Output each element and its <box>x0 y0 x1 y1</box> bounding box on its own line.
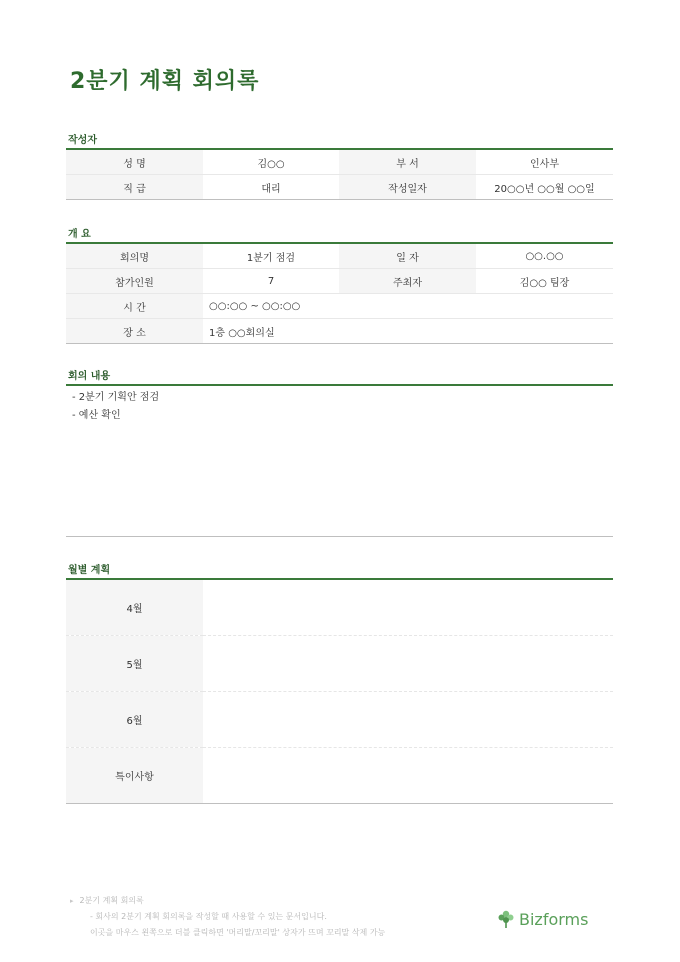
table-row <box>66 175 613 200</box>
brand-name: Bizforms <box>519 909 589 929</box>
place-value[interactable]: 1층 ○○회의실 <box>203 319 613 344</box>
month-label-may: 5월 <box>66 636 203 692</box>
meeting-content-box[interactable] <box>66 384 613 537</box>
time-label: 시 간 <box>66 294 203 319</box>
attendees-value[interactable]: 7 <box>203 269 339 294</box>
meeting-name-value[interactable]: 1분기 점검 <box>203 243 339 269</box>
date-label: 일 자 <box>339 243 476 269</box>
host-value[interactable]: 김○○ 팀장 <box>476 269 613 294</box>
document-title: 2분기 계획 회의록 <box>70 69 260 94</box>
month-plan-april[interactable] <box>203 579 613 636</box>
table-row <box>66 269 613 294</box>
department-label: 부 서 <box>339 149 476 175</box>
monthly-section-label: 월별 계획 <box>68 565 111 576</box>
written-date-value[interactable]: 20○○년 ○○월 ○○일 <box>476 175 613 200</box>
month-plan-june[interactable] <box>203 692 613 748</box>
place-label: 장 소 <box>66 319 203 344</box>
position-value[interactable]: 대리 <box>203 175 339 200</box>
content-section-label: 회의 내용 <box>68 371 111 382</box>
department-value[interactable]: 인사부 <box>476 149 613 175</box>
name-value[interactable]: 김○○ <box>203 149 339 175</box>
overview-table <box>66 242 613 344</box>
table-row <box>66 319 613 344</box>
tree-logo-icon <box>497 909 515 929</box>
footer-description: - 회사의 2분기 계획 회의록을 작성할 때 사용할 수 있는 문서입니다. <box>90 912 327 921</box>
special-notes-label: 특이사항 <box>66 748 203 804</box>
content-line: - 예산 확인 <box>72 410 121 421</box>
author-section-label: 작성자 <box>68 135 97 146</box>
date-value[interactable]: ○○.○○ <box>476 243 613 269</box>
table-row <box>66 243 613 269</box>
table-row <box>66 636 613 692</box>
written-date-label: 작성일자 <box>339 175 476 200</box>
table-row <box>66 149 613 175</box>
overview-section-label: 개 요 <box>68 229 91 240</box>
table-row <box>66 748 613 804</box>
attendees-label: 참가인원 <box>66 269 203 294</box>
page-footer[interactable] <box>70 893 385 941</box>
special-notes-value[interactable] <box>203 748 613 804</box>
time-value[interactable]: ○○:○○ ~ ○○:○○ <box>203 294 613 319</box>
table-row <box>66 579 613 636</box>
footer-hint: 이곳을 마우스 왼쪽으로 더블 클릭하면 '머리말/꼬리말' 상자가 뜨며 꼬리말 삭제 가능 <box>90 928 386 937</box>
footer-title-row <box>70 893 385 909</box>
footer-title: 2분기 계획 회의록 <box>79 896 144 905</box>
name-label: 성 명 <box>66 149 203 175</box>
month-label-june: 6월 <box>66 692 203 748</box>
month-plan-may[interactable] <box>203 636 613 692</box>
host-label: 주최자 <box>339 269 476 294</box>
table-row <box>66 294 613 319</box>
table-row <box>66 692 613 748</box>
author-table <box>66 148 613 200</box>
position-label: 직 급 <box>66 175 203 200</box>
content-line: - 2분기 기획안 점검 <box>72 392 160 403</box>
triangle-bullet-icon: ▸ <box>70 897 74 905</box>
month-label-april: 4월 <box>66 579 203 636</box>
bizforms-logo <box>497 909 588 929</box>
meeting-name-label: 회의명 <box>66 243 203 269</box>
monthly-plan-table <box>66 578 613 804</box>
